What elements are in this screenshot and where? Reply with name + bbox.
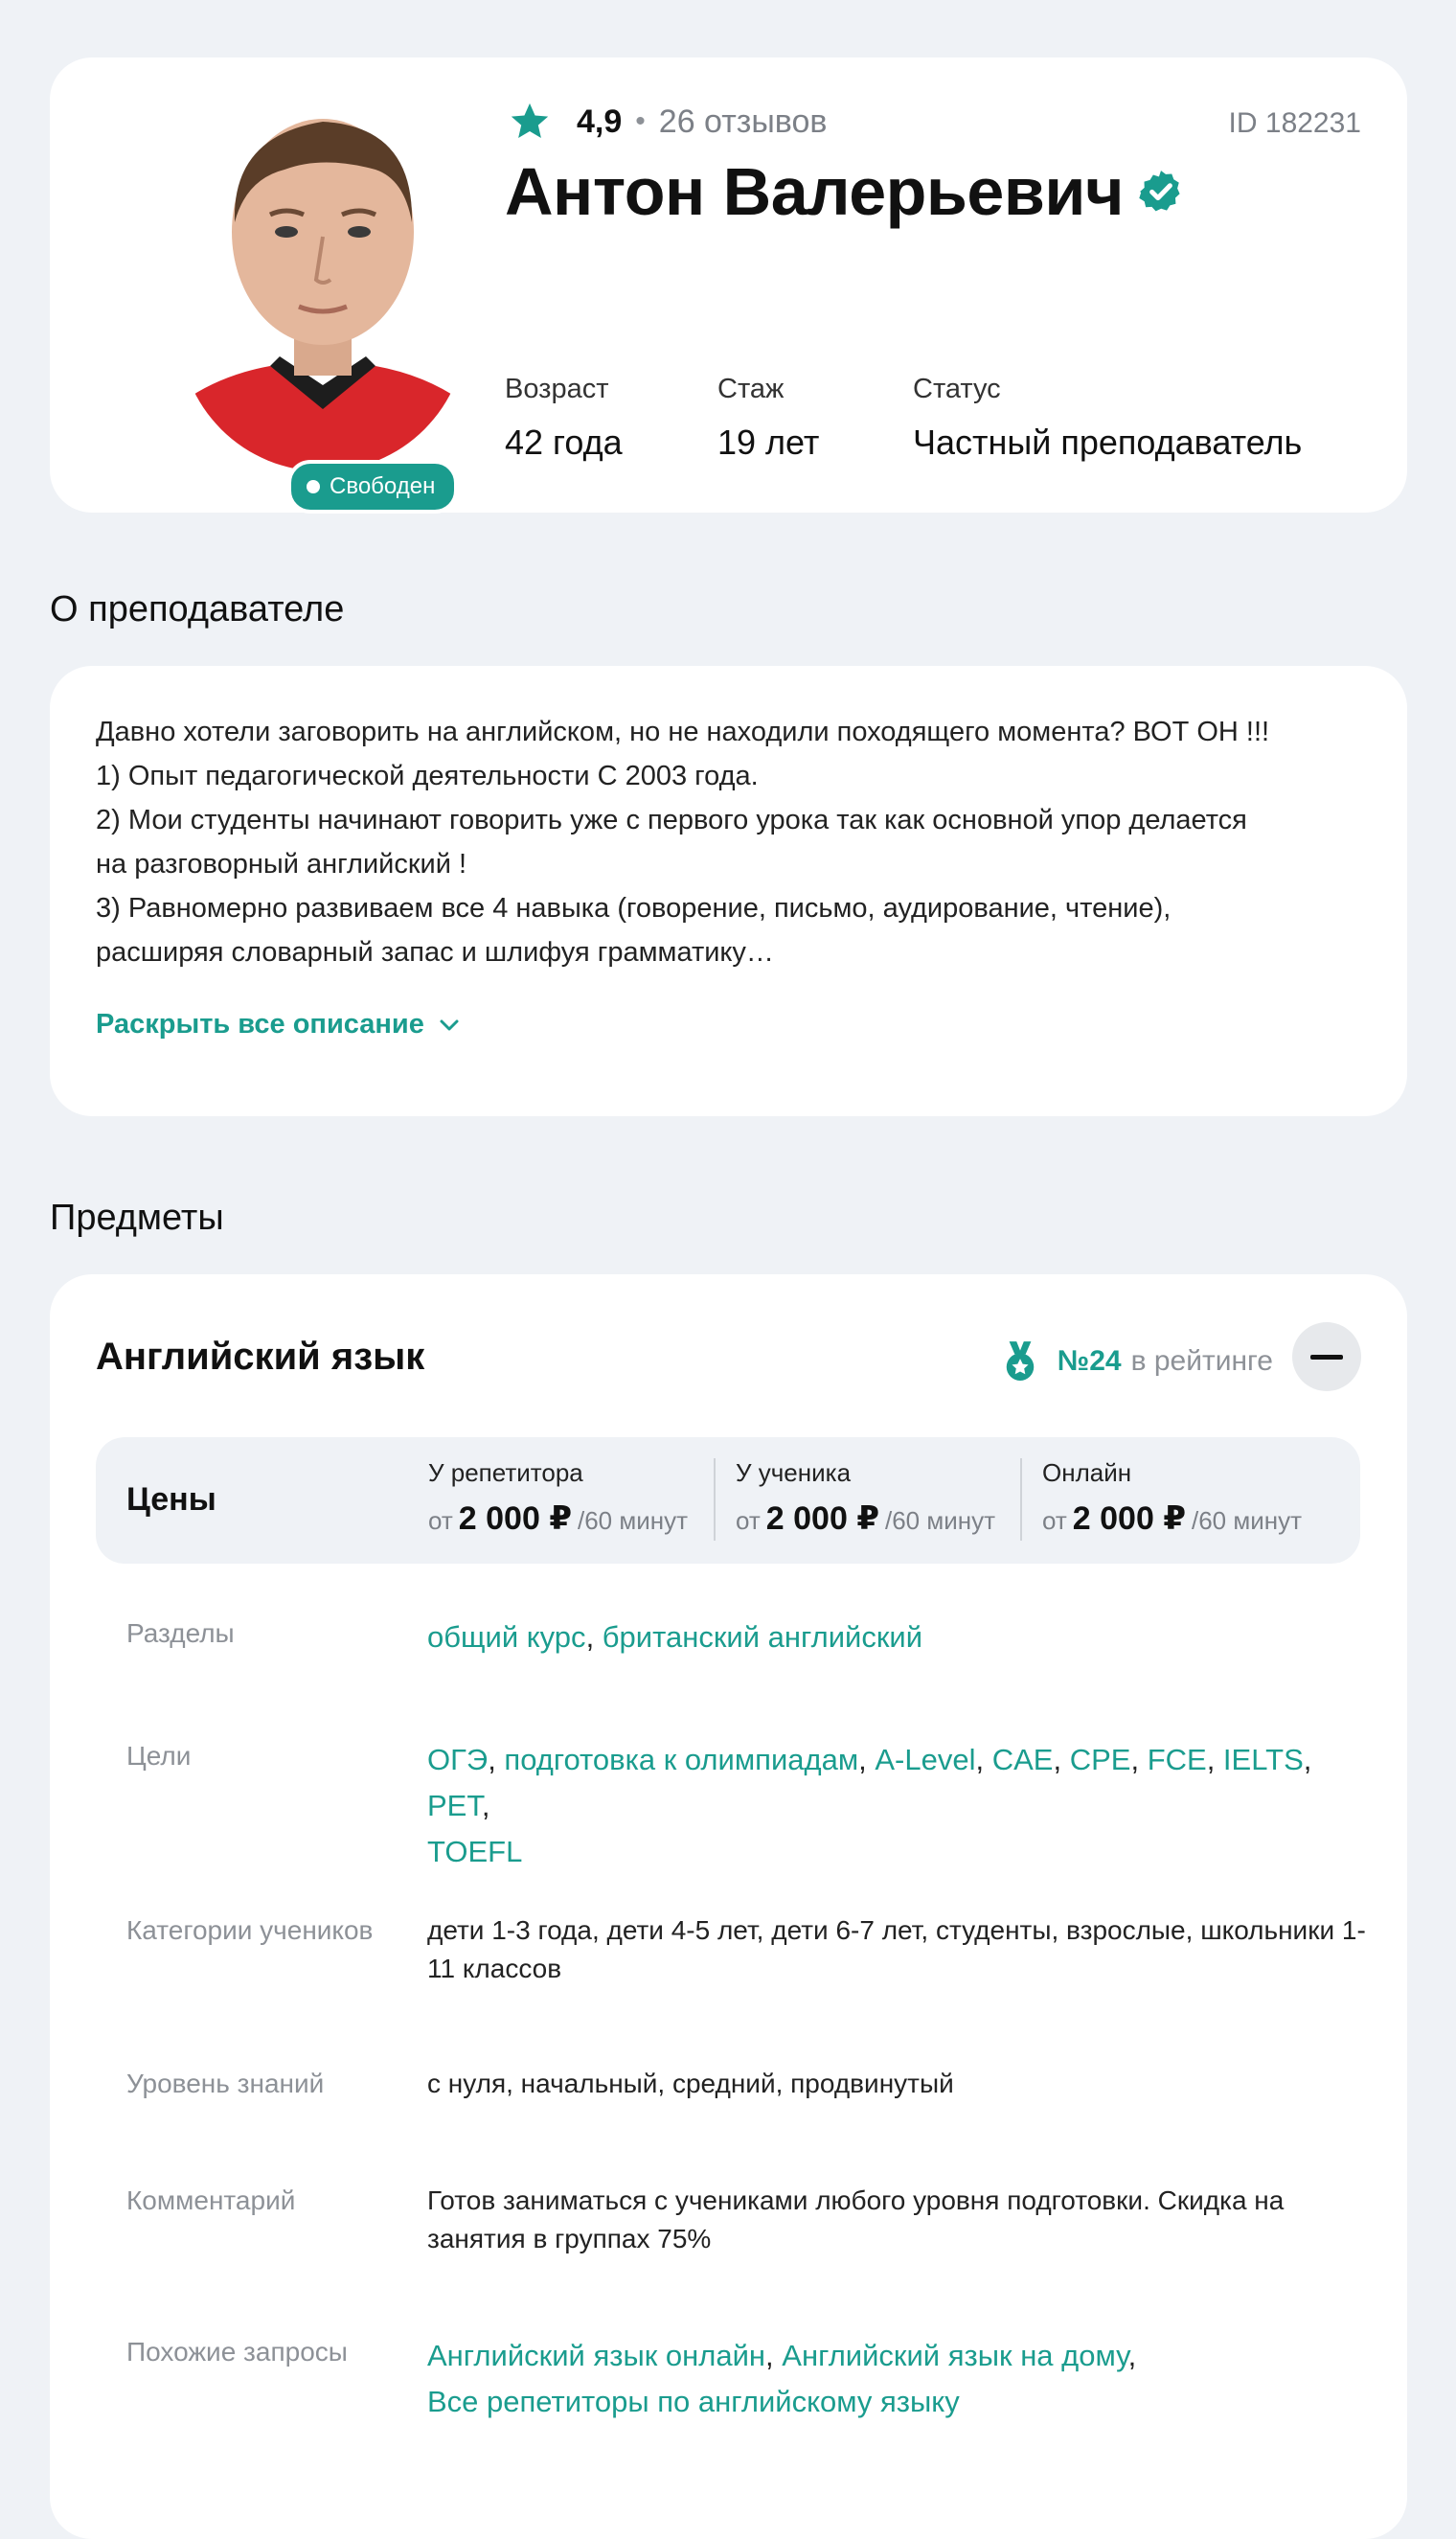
stat-label: Возраст: [505, 374, 609, 404]
price-amount: 2 000 ₽: [458, 1500, 572, 1537]
prices-title: Цены: [126, 1481, 216, 1518]
row-value: дети 1-3 года, дети 4-5 лет, дети 6-7 лет, студенты, взрослые, школьники 1-11 классов: [427, 1915, 1366, 1983]
row-value: общий курс, британский английский: [427, 1620, 923, 1654]
stat-label: Статус: [913, 374, 1001, 404]
verified-badge-icon: [1137, 168, 1185, 216]
stat-value: 19 лет: [717, 423, 820, 462]
price-from: от: [428, 1506, 453, 1535]
row-label: Разделы: [126, 1618, 235, 1648]
about-line: 2) Мои студенты начинают говорить уже с первого урока так как основной упор делается: [96, 805, 1247, 835]
price-label: У репетитора: [428, 1458, 583, 1487]
subject-title: Английский язык: [96, 1336, 425, 1378]
expand-label: Раскрыть все описание: [96, 1009, 424, 1040]
row-value: ОГЭ, подготовка к олимпиадам, A-Level, CAE, CPE, FCE, IELTS, PET, TOEFL: [427, 1743, 1312, 1868]
price-from: от: [736, 1506, 761, 1535]
goal-link[interactable]: подготовка к олимпиадам: [504, 1743, 859, 1776]
tutor-name: [505, 153, 1185, 230]
stat-experience: [717, 374, 913, 463]
goal-link[interactable]: TOEFL: [427, 1835, 523, 1868]
row-label: Цели: [126, 1741, 192, 1771]
price-per: /60 минут: [1191, 1506, 1303, 1535]
reviews-count[interactable]: 26 отзывов: [658, 103, 828, 140]
similar-query-link[interactable]: Все репетиторы по английскому языку: [427, 2385, 960, 2418]
about-card: [50, 666, 1407, 1116]
online-dot-icon: [307, 480, 320, 493]
price-at-tutor: [428, 1458, 688, 1544]
about-text: [96, 710, 1370, 974]
rank-text: в рейтинге: [1130, 1345, 1273, 1377]
medal-icon: [1002, 1339, 1038, 1384]
status-badge: [287, 460, 458, 514]
about-line: расширяя словарный запас и шлифуя грамматику…: [96, 937, 774, 968]
status-badge-label: Свободен: [330, 473, 436, 499]
row-label: Категории учеников: [126, 1915, 374, 1945]
stat-value: Частный преподаватель: [913, 423, 1303, 462]
subject-card: [50, 1274, 1407, 2539]
price-per: /60 минут: [884, 1506, 996, 1535]
goal-link[interactable]: A-Level: [875, 1743, 976, 1776]
similar-query-link[interactable]: Английский язык на дому: [782, 2339, 1128, 2372]
goal-link[interactable]: ОГЭ: [427, 1743, 489, 1776]
row-value: Английский язык онлайн, Английский язык на дому, Все репетиторы по английскому языку: [427, 2339, 1137, 2418]
star-icon: [508, 100, 552, 144]
collapse-subject-button[interactable]: [1292, 1322, 1361, 1391]
avatar[interactable]: [179, 88, 466, 471]
goal-link[interactable]: PET: [427, 1789, 482, 1822]
about-line: 3) Равномерно развиваем все 4 навыка (говорение, письмо, аудирование, чтение),: [96, 893, 1172, 924]
about-line: 1) Опыт педагогической деятельности С 2003 года.: [96, 761, 759, 791]
stat-value: 42 года: [505, 423, 623, 462]
goal-link[interactable]: CAE: [991, 1743, 1054, 1776]
goal-link[interactable]: CPE: [1069, 1743, 1131, 1776]
stat-label: Стаж: [717, 374, 785, 404]
price-divider: [714, 1458, 716, 1541]
price-from: от: [1042, 1506, 1067, 1535]
price-at-student: [736, 1458, 995, 1544]
goal-link[interactable]: IELTS: [1222, 1743, 1304, 1776]
rating-row[interactable]: [508, 100, 827, 144]
row-label: Уровень знаний: [126, 2069, 325, 2098]
similar-query-link[interactable]: Английский язык онлайн: [427, 2339, 766, 2372]
section-link[interactable]: общий курс: [427, 1620, 586, 1654]
price-online: [1042, 1458, 1302, 1544]
subjects-heading: Предметы: [50, 1198, 224, 1238]
row-value: с нуля, начальный, средний, продвинутый: [427, 2069, 954, 2098]
tutor-stats: [505, 374, 1302, 463]
expand-description-link[interactable]: [96, 1009, 461, 1041]
rank-number: №24: [1057, 1345, 1122, 1377]
price-divider: [1020, 1458, 1022, 1541]
rating-rank[interactable]: [1002, 1339, 1273, 1384]
row-value: Готов заниматься с учениками любого уровня подготовки. Скидка на занятия в группах 75%: [427, 2185, 1285, 2253]
stat-age: [505, 374, 717, 463]
price-per: /60 минут: [577, 1506, 689, 1535]
chevron-down-icon: [438, 1018, 461, 1033]
row-label: Комментарий: [126, 2185, 296, 2215]
about-line: Давно хотели заговорить на английском, но не находили походящего момента? ВОТ ОН !!!: [96, 717, 1270, 747]
tutor-header-card: [50, 57, 1407, 513]
tutor-name-text: Антон Валерьевич: [505, 154, 1125, 229]
minus-icon: [1310, 1355, 1343, 1360]
price-amount: 2 000 ₽: [1072, 1500, 1186, 1537]
avatar-block: [146, 88, 500, 500]
about-line: на разговорный английский !: [96, 849, 467, 880]
about-heading: О преподавателе: [50, 589, 345, 629]
row-label: Похожие запросы: [126, 2337, 348, 2367]
section-link[interactable]: британский английский: [602, 1620, 923, 1654]
goal-link[interactable]: FCE: [1147, 1743, 1207, 1776]
rating-score: 4,9: [577, 103, 623, 140]
stat-status: [913, 374, 1302, 463]
tutor-id: ID 182231: [1228, 107, 1361, 139]
dot-separator: •: [635, 105, 646, 137]
price-amount: 2 000 ₽: [765, 1500, 879, 1537]
price-label: Онлайн: [1042, 1458, 1132, 1487]
price-label: У ученика: [736, 1458, 852, 1487]
prices-panel: [96, 1437, 1360, 1564]
